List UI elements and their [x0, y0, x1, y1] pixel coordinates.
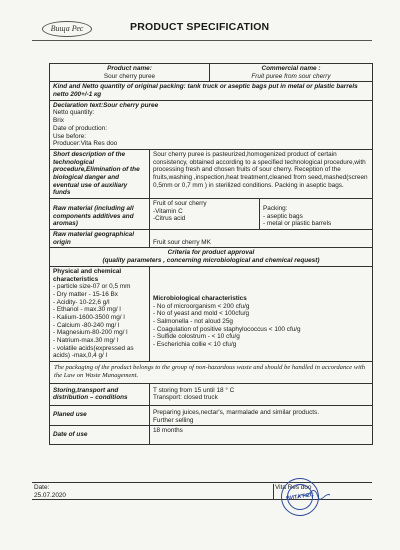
physical-list: [53, 283, 146, 360]
page-title: PRODUCT SPECIFICATION: [130, 21, 270, 33]
planed-use-row: [50, 406, 372, 426]
raw-material-item: -Vitamin C: [153, 207, 183, 215]
raw-material-item: -Citrus acid: [153, 215, 186, 223]
commercial-name-cell: [210, 64, 372, 81]
packing-title: Packing:: [263, 205, 288, 212]
origin-row: [50, 230, 372, 248]
packing-kind-row: [50, 82, 372, 100]
declaration-row: [50, 101, 372, 150]
product-name-row: [50, 64, 372, 82]
physical-item: - Ethanol - max.30 mg/ l: [53, 306, 146, 314]
micro-item: - No of microorganism < 200 cfu/g: [153, 303, 369, 311]
footer-date-cell: [34, 484, 274, 500]
product-name-label: Product name:: [107, 65, 152, 72]
micro-item: - Sulfide colostrum - < 10 cfu/g: [153, 333, 369, 341]
physical-item: - particle size-07 or 0,5 mm: [53, 283, 146, 291]
declaration-line: Netto quantity:: [53, 109, 95, 117]
origin-value: Fruit sour cherry MK: [153, 238, 211, 246]
raw-material-items: [150, 199, 260, 229]
criteria-cell: [50, 248, 372, 265]
micro-item: - Coagulation of positive staphylococcus < 100 cfu/g: [153, 326, 369, 334]
planed-use-label: Planed use: [50, 406, 150, 425]
criteria-title: Criteria for product approval: [167, 249, 255, 257]
micro-list: [153, 303, 369, 349]
planed-use-line: Preparing juices,nectar's, marmalade and similar products.: [153, 408, 320, 416]
physical-title: Physical and chemical characteristics: [53, 267, 122, 283]
storage-line: Transport: closed truck: [153, 394, 218, 402]
packing-cell: [260, 199, 372, 229]
description-label: Short description of the technological procedure,Elimination of the biological danger and eventual use of auxiliary funds: [50, 150, 150, 198]
micro-title: Microbiological characteristics: [153, 294, 247, 302]
planed-use-cell: [150, 406, 372, 425]
physical-item: - volatile acids(expressed as acids) -max,0,4 g/ l: [53, 345, 146, 360]
micro-cell: [150, 267, 372, 361]
declaration-line: Use before:: [53, 132, 87, 140]
signature-mark: [296, 488, 332, 502]
physical-item: - Acidity- 10-22,6 g/l: [53, 299, 146, 307]
physical-item: - Magnesium-80-200 mg/ l: [53, 329, 146, 337]
characteristics-row: [50, 267, 372, 362]
raw-material-row: [50, 199, 372, 230]
origin-label: Raw material geographical origin: [50, 230, 150, 247]
packing-item: - aseptic bags: [263, 213, 369, 221]
date-of-use-value: 18 months: [153, 427, 183, 435]
storage-row: [50, 384, 372, 406]
physical-cell: [50, 267, 150, 361]
company-stamp: ВИТА РЕС: [279, 476, 322, 519]
planed-use-line: Further selling: [153, 416, 194, 424]
company-logo: Вища Рес: [42, 21, 92, 37]
description-text: Sour cherry puree is pasteurized,homogenized product of certain consistency, obtained according to a specified technological procedure,with processing fresh and chosen fruits of sour cherry. Reception of the fruits,washing ,inspection,heat treatment,cleaned from seed,mashed(screen 0,5mm or 0,7 mm ) in sterilized conditions. Packing in aseptic bags.: [153, 150, 368, 189]
specification-table: [49, 63, 373, 445]
declaration-line: Brix: [53, 117, 65, 125]
declaration-cell: [50, 101, 372, 149]
packaging-note: The packaging of the product belongs to the group of non-hazardous waste and should be handled in accordance with the Law on Waste Management.: [54, 364, 366, 380]
storage-cell: [150, 384, 372, 405]
commercial-name-value: Fruit puree from sour cherry: [251, 72, 331, 80]
footer-company: Vita Res doo: [275, 484, 312, 491]
storage-label: Storing,transport and distribution – conditions: [50, 384, 150, 405]
commercial-name-label: Commercial name :: [261, 65, 321, 72]
physical-item: - Kalium-1600-3500 mg/ l: [53, 314, 146, 322]
declaration-title: Declaration text:Sour cherry puree: [53, 101, 159, 109]
physical-item: - Calcium -80-240 mg/ l: [53, 322, 146, 330]
header-divider: [32, 40, 372, 41]
date-of-use-label: Date of use: [50, 426, 150, 444]
raw-material-item: Fruit of sour cherry: [153, 200, 207, 207]
micro-item: - No of yeast and mold < 100cfu/g: [153, 310, 369, 318]
physical-item: - Natrium-max.30 mg/ l: [53, 337, 146, 345]
date-of-use-row: [50, 426, 372, 444]
micro-item: - Salmonella - not aloud 25g: [153, 318, 369, 326]
footer-date-value: 25.07.2020: [34, 491, 66, 499]
criteria-row: [50, 248, 372, 266]
packing-item: - metal or plastic barrels: [263, 220, 369, 228]
physical-item: - Dry matter - 15-16 Bx: [53, 291, 146, 299]
raw-material-label: Raw material (including all components additives and aromas): [50, 199, 150, 229]
declaration-line: Date of production:: [53, 124, 107, 132]
packing-list: [263, 213, 369, 228]
product-name-value: Sour cherry puree: [103, 72, 156, 80]
criteria-subtitle: (quality parameters , concerning microbiological and chemical request): [102, 257, 320, 265]
footer-date-label: Date:: [34, 484, 50, 491]
micro-item: - Escherichia collie < 10 cfu/g: [153, 341, 369, 349]
packaging-note-row: [50, 362, 372, 383]
declaration-line: Producer:Vita Res doo: [53, 140, 118, 148]
description-row: [50, 150, 372, 199]
storage-line: T storing from 15 until 18 ° C: [153, 386, 235, 394]
packing-kind-text: Kind and Netto quantity of original packing: tank truck or aseptic bags put in metal or plastic barrels netto 200+/-1 кg: [53, 83, 358, 99]
product-name-cell: [50, 64, 210, 81]
